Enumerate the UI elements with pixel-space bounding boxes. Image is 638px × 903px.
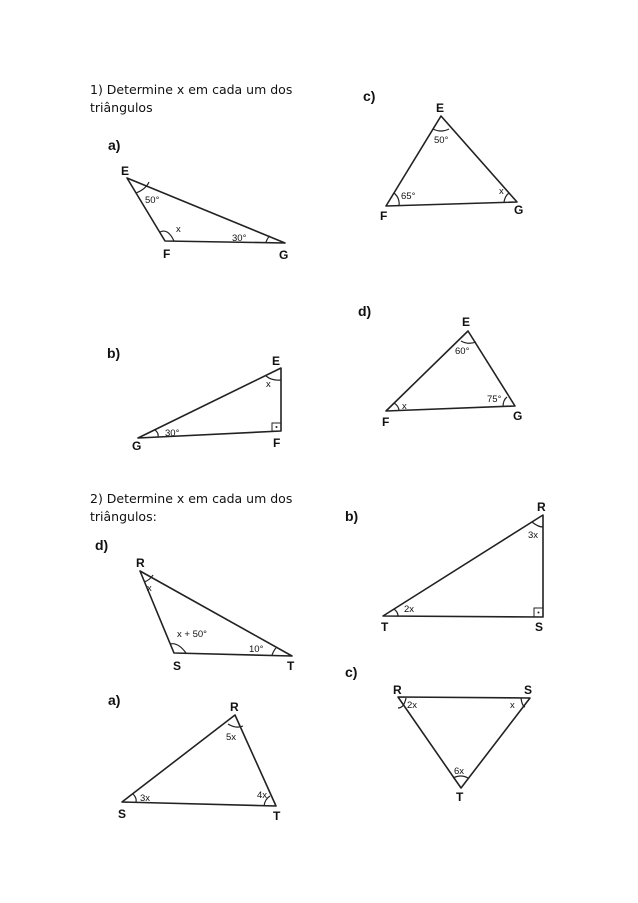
q1-d-label: d): [358, 303, 372, 319]
q1-c-angle-g: x: [499, 186, 504, 197]
q2-a-angle-t: 4x: [257, 790, 268, 801]
q2-b-vertex-s: S: [535, 620, 544, 634]
q2-c-angle-t: 6x: [454, 766, 465, 777]
q2-d-vertex-r: R: [136, 556, 145, 570]
q1-d-vertex-e: E: [462, 315, 471, 329]
q1-a-angle-arc-g: [266, 236, 270, 242]
q1-a-label: a): [108, 137, 121, 153]
q2-d-triangle: [140, 571, 292, 656]
q2-a-vertex-r: R: [230, 700, 239, 714]
q2-a-vertex-t: T: [273, 809, 281, 823]
q2-c-angle-s: x: [510, 700, 515, 711]
question-1-line-2: triângulos: [90, 100, 153, 115]
q1-d-angle-g: 75°: [487, 394, 502, 405]
q2-b-angle-r: 3x: [528, 530, 539, 541]
q1-c-vertex-g: G: [514, 203, 524, 217]
q2-b-angle-arc-t: [394, 609, 398, 616]
q2-a-angle-arc-s: [133, 794, 136, 802]
q1-a-angle-e: 50°: [145, 195, 160, 206]
q1-d-vertex-f: F: [382, 415, 390, 429]
q2-b-right-angle-dot: [538, 612, 540, 614]
q1-c-angle-arc-f: [394, 193, 399, 206]
q2-figure-b: [345, 500, 546, 634]
q1-a-angle-f: x: [176, 224, 181, 235]
q1-d-vertex-g: G: [513, 409, 523, 423]
question-2-line-1: 2) Determine x em cada um dos: [90, 491, 293, 506]
q1-d-angle-e: 60°: [455, 346, 470, 357]
q2-c-vertex-r: R: [393, 683, 402, 697]
q1-figure-c: [363, 88, 523, 223]
q2-b-triangle: [383, 515, 543, 617]
q1-b-label: b): [107, 345, 121, 361]
q1-b-angle-arc-g: [155, 430, 158, 437]
q2-c-vertex-s: S: [524, 683, 533, 697]
q2-b-angle-t: 2x: [404, 604, 415, 615]
q1-b-angle-g: 30°: [165, 428, 180, 439]
q2-d-label: d): [95, 537, 109, 553]
q1-b-right-angle-dot: [276, 426, 278, 428]
q1-c-vertex-f: F: [380, 209, 388, 223]
q2-d-vertex-t: T: [287, 659, 295, 673]
q2-c-vertex-t: T: [456, 790, 464, 804]
q2-d-angle-t: 10°: [249, 644, 264, 655]
q1-c-angle-f: 65°: [401, 191, 416, 202]
q2-a-angle-s: 3x: [140, 793, 151, 804]
q2-figure-c: [345, 664, 532, 804]
q2-c-label: c): [345, 664, 358, 680]
q1-d-angle-arc-g: [503, 397, 507, 407]
q2-figure-d: [95, 537, 295, 673]
q1-d-angle-f: x: [402, 401, 407, 412]
q2-d-angle-arc-t: [272, 648, 276, 655]
q2-d-angle-r: x: [147, 583, 152, 594]
q2-b-vertex-t: T: [381, 620, 389, 634]
q1-b-triangle: [138, 368, 281, 438]
q1-b-angle-e: x: [266, 379, 271, 390]
q2-d-vertex-s: S: [173, 659, 182, 673]
q1-a-vertex-g: G: [279, 248, 289, 262]
q2-a-vertex-s: S: [118, 807, 127, 821]
q2-d-angle-s: x + 50°: [177, 629, 207, 640]
q1-figure-a: [108, 137, 288, 262]
q2-b-angle-arc-r: [532, 522, 543, 527]
q1-c-angle-arc-e: [433, 129, 449, 131]
q1-c-vertex-e: E: [436, 101, 445, 115]
q2-a-angle-r: 5x: [226, 732, 237, 743]
q1-c-angle-e: 50°: [434, 135, 449, 146]
question-1-line-1: 1) Determine x em cada um dos: [90, 82, 293, 97]
q1-b-vertex-g: G: [132, 439, 142, 453]
q1-a-vertex-e: E: [121, 164, 130, 178]
q1-figure-b: [107, 345, 281, 453]
q1-c-angle-arc-g: [504, 193, 509, 202]
q2-b-label: b): [345, 508, 359, 524]
q2-b-vertex-r: R: [537, 500, 546, 514]
q2-figure-a: [108, 692, 281, 823]
q1-b-vertex-f: F: [273, 436, 281, 450]
q1-a-triangle: [127, 178, 285, 243]
q2-c-angle-r: 2x: [407, 700, 418, 711]
q1-a-vertex-f: F: [163, 247, 171, 261]
question-2-line-2: triângulos:: [90, 509, 157, 524]
q1-c-label: c): [363, 88, 376, 104]
q2-a-angle-arc-r: [228, 724, 243, 727]
q1-b-vertex-e: E: [272, 354, 281, 368]
q1-figure-d: [358, 303, 522, 429]
q2-a-label: a): [108, 692, 121, 708]
q1-a-angle-g: 30°: [232, 233, 247, 244]
